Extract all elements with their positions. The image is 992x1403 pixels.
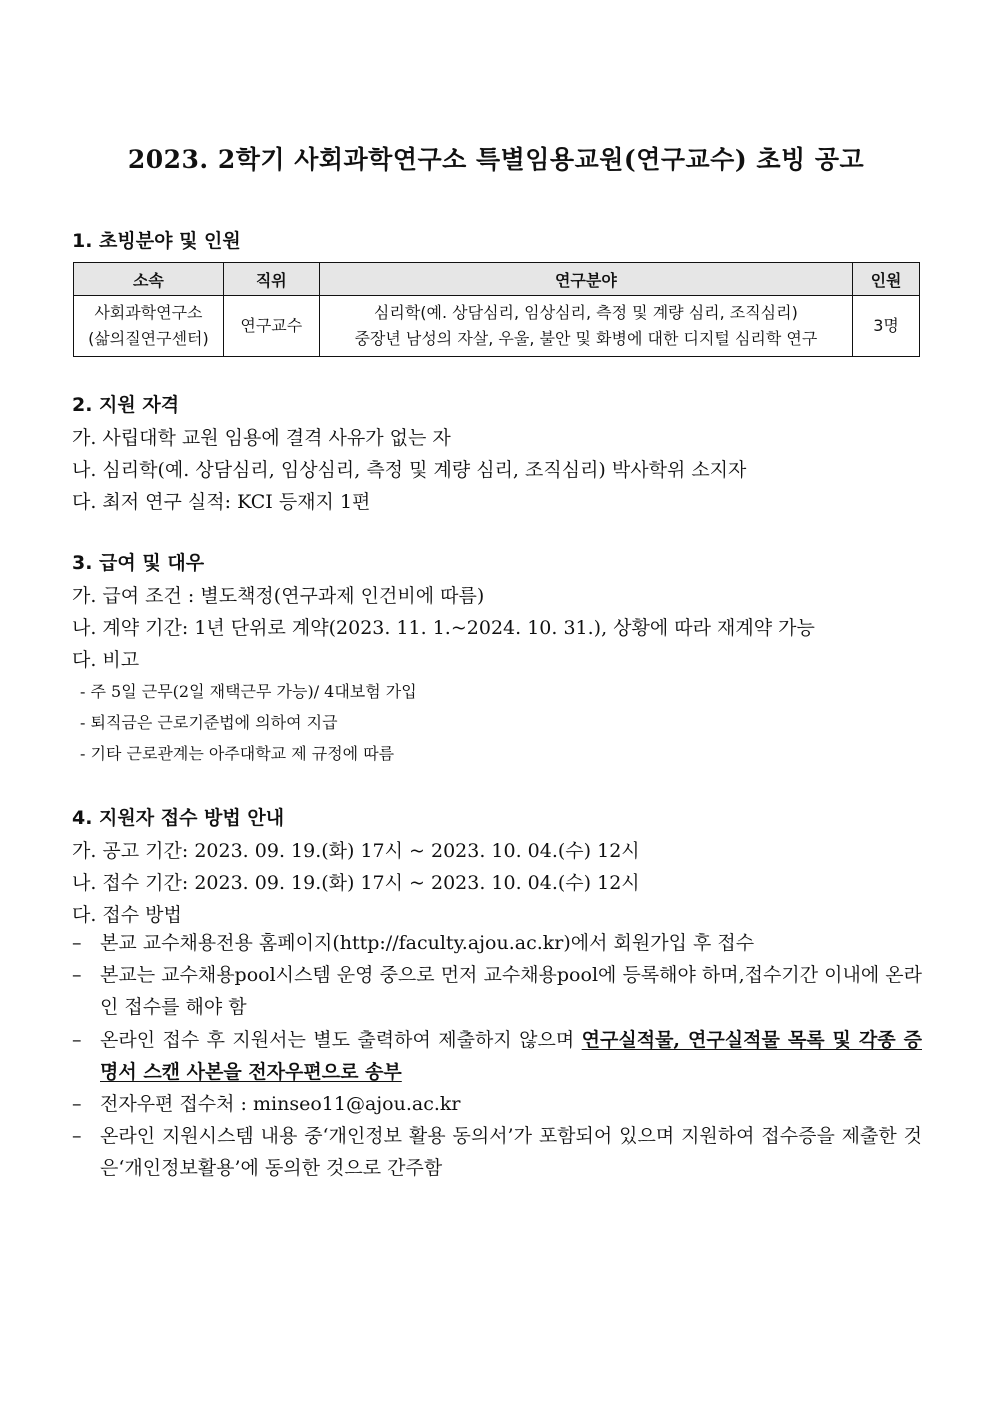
column-header-affiliation: 소속 bbox=[74, 263, 224, 296]
bullet-dash: – bbox=[72, 1125, 82, 1147]
application-item: 다. 접수 방법 bbox=[72, 904, 182, 926]
qualification-item: 나. 심리학(예. 상담심리, 임상심리, 측정 및 계량 심리, 조직심리) 박사학위 소지자 bbox=[72, 459, 747, 481]
note-item: - 기타 근로관계는 아주대학교 제 규정에 따름 bbox=[80, 744, 395, 763]
compensation-item: 나. 계약 기간: 1년 단위로 계약(2023. 11. 1.~2024. 10. 31.), 상황에 따라 재계약 가능 bbox=[72, 617, 815, 639]
column-header-field: 연구분야 bbox=[319, 263, 852, 296]
note-item: - 퇴직금은 근로기준법에 의하여 지급 bbox=[80, 713, 338, 732]
bullet-text: 본교는 교수채용pool시스템 운영 중으로 먼저 교수채용pool에 등록해야 하며,접수기간 이내에 온라인 접수를 해야 함 bbox=[100, 964, 922, 1018]
cell-count: 3명 bbox=[853, 296, 920, 357]
column-header-count: 인원 bbox=[853, 263, 920, 296]
bullet-text: 온라인 지원시스템 내용 중‘개인정보 활용 동의서’가 포함되어 있으며 지원하여 접수증을 제출한 것은‘개인정보활용’에 동의한 것으로 간주함 bbox=[100, 1125, 922, 1179]
field-line-2: 중장년 남성의 자살, 우울, 불안 및 화병에 대한 디지털 심리학 연구 bbox=[354, 329, 818, 348]
page-title: 2023. 2학기 사회과학연구소 특별임용교원(연구교수) 초빙 공고 bbox=[127, 145, 865, 174]
email-contact-text: 전자우편 접수처 : minseo11@ajou.ac.kr bbox=[100, 1093, 461, 1115]
section-4-heading: 4. 지원자 접수 방법 안내 bbox=[72, 807, 285, 829]
section-2-heading: 2. 지원 자격 bbox=[72, 394, 180, 416]
qualification-item: 가. 사립대학 교원 임용에 결격 사유가 없는 자 bbox=[72, 427, 451, 449]
method-bullet bbox=[72, 1024, 922, 1088]
method-bullet bbox=[72, 1088, 922, 1120]
bullet-text: 본교 교수채용전용 홈페이지(http://faculty.ajou.ac.kr)에서 회원가입 후 접수 bbox=[100, 932, 755, 954]
table-row bbox=[74, 296, 920, 357]
compensation-item: 가. 급여 조건 : 별도책정(연구과제 인건비에 따름) bbox=[72, 585, 485, 607]
section-1-heading: 1. 초빙분야 및 인원 bbox=[72, 230, 241, 252]
application-item: 나. 접수 기간: 2023. 09. 19.(화) 17시 ~ 2023. 10. 04.(수) 12시 bbox=[72, 872, 640, 894]
bullet-text bbox=[100, 1024, 922, 1088]
table-header-row bbox=[74, 263, 920, 296]
bullet-dash: – bbox=[72, 932, 82, 954]
application-item: 가. 공고 기간: 2023. 09. 19.(화) 17시 ~ 2023. 10. 04.(수) 12시 bbox=[72, 840, 640, 862]
cell-affiliation bbox=[74, 296, 224, 357]
method-bullet bbox=[72, 959, 922, 1023]
note-item: - 주 5일 근무(2일 재택근무 가능)/ 4대보험 가입 bbox=[80, 682, 417, 701]
affiliation-line-1: 사회과학연구소 bbox=[94, 303, 203, 322]
bullet-dash: – bbox=[72, 1093, 82, 1115]
qualification-item: 다. 최저 연구 실적: KCI 등재지 1편 bbox=[72, 491, 371, 513]
bullet-dash: – bbox=[72, 964, 82, 986]
recruitment-table bbox=[73, 262, 920, 357]
field-line-1: 심리학(예. 상담심리, 임상심리, 측정 및 계량 심리, 조직심리) bbox=[373, 303, 798, 322]
column-header-position: 직위 bbox=[223, 263, 319, 296]
emphasized-instruction: 연구실적물, 연구실적물 목록 및 각종 증명서 스캔 사본을 전자우편으로 송부 bbox=[100, 1029, 922, 1083]
cell-field bbox=[319, 296, 852, 357]
bullet-dash: – bbox=[72, 1029, 82, 1051]
bullet-plain-text: 온라인 접수 후 지원서는 별도 출력하여 제출하지 않으며 bbox=[100, 1029, 582, 1051]
affiliation-line-2: (삶의질연구센터) bbox=[88, 329, 209, 348]
compensation-item: 다. 비고 bbox=[72, 649, 140, 671]
method-bullet bbox=[72, 1120, 922, 1184]
section-3-heading: 3. 급여 및 대우 bbox=[72, 552, 205, 574]
method-bullet bbox=[72, 927, 922, 959]
cell-position: 연구교수 bbox=[223, 296, 319, 357]
